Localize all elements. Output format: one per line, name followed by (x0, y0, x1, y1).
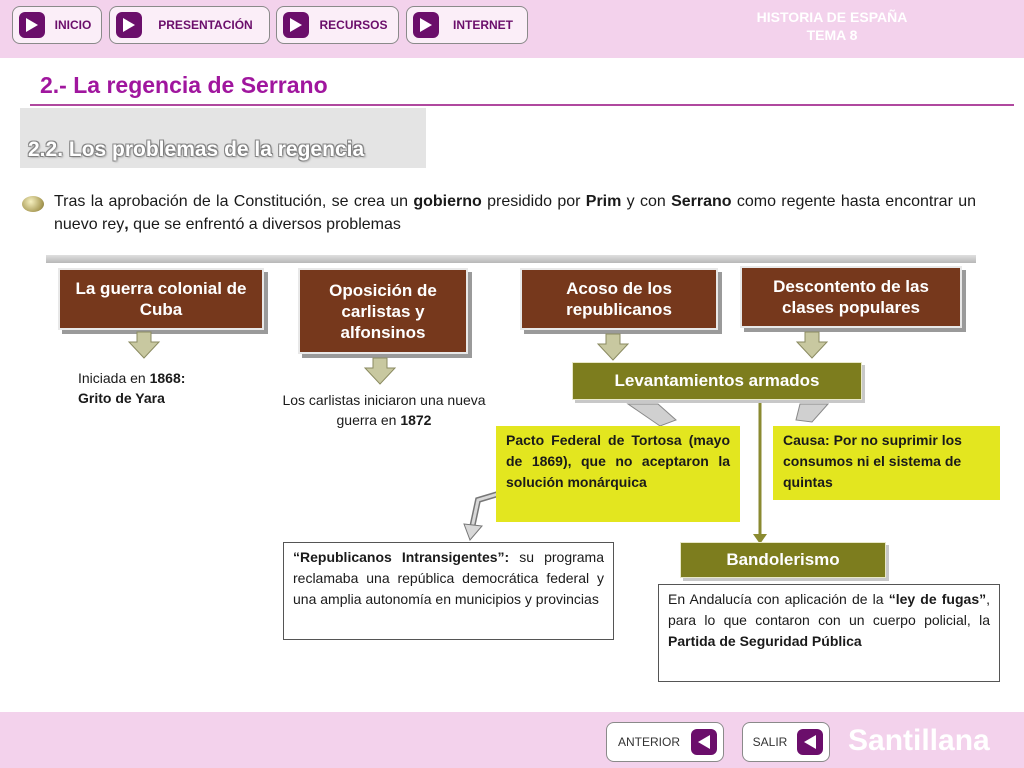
play-right-icon (116, 12, 142, 38)
content-divider (46, 255, 976, 263)
nav-presentacion-label: PRESENTACIÓN (158, 18, 253, 32)
play-right-icon (283, 12, 309, 38)
nav-recursos-button[interactable] (276, 6, 399, 44)
andalucia-text: En Andalucía con aplicación de la (668, 591, 889, 607)
salir-button[interactable] (742, 722, 830, 762)
nav-internet-label: INTERNET (453, 18, 513, 32)
nav-recursos-label: RECURSOS (319, 18, 388, 32)
nav-inicio-button[interactable] (12, 6, 102, 44)
publisher-logo: Santillana (848, 724, 990, 757)
carlistas-note-year: 1872 (400, 412, 432, 428)
category-cuba: La guerra colonial de Cuba (58, 268, 264, 330)
cuba-note (78, 368, 278, 408)
pacto-federal-box: Pacto Federal de Tortosa (mayo de 1869), que no aceptaron la solución monárquica (496, 426, 740, 522)
diagonal-arrow-icon (796, 404, 828, 422)
levantamientos-box: Levantamientos armados (572, 362, 862, 400)
carlistas-note-text: Los carlistas iniciaron una nueva guerra en (282, 392, 486, 428)
nav-presentacion-button[interactable] (109, 6, 270, 44)
title-divider (30, 104, 1014, 106)
course-subject: HISTORIA DE ESPAÑA (756, 9, 908, 25)
play-right-icon (19, 12, 45, 38)
down-arrow-icon (363, 356, 397, 386)
causa-box: Causa: Por no suprimir los consumos ni el sistema de quintas (773, 426, 1000, 500)
category-carlistas: Oposición de carlistas y alfonsinos (298, 268, 468, 354)
cuba-note-text: Iniciada en (78, 370, 150, 386)
intransigentes-box (283, 542, 614, 640)
intro-paragraph (54, 190, 976, 236)
anterior-label: ANTERIOR (617, 735, 680, 749)
intro-text: y con (621, 193, 672, 210)
intro-bold: Prim (585, 193, 622, 210)
anterior-button[interactable] (606, 722, 724, 762)
play-right-icon (413, 12, 439, 38)
intro-text: presidido por (481, 193, 586, 210)
down-arrow-icon (596, 332, 630, 362)
diagonal-arrow-icon (628, 404, 676, 426)
intransigentes-text: su programa reclamaba una república democrática federal y una amplia autonomía en municipios y provincias (293, 549, 604, 607)
category-republicanos: Acoso de los republicanos (520, 268, 718, 330)
down-arrow-icon (795, 330, 829, 360)
course-brand (742, 8, 922, 44)
cuba-note-event: Grito de Yara (78, 390, 165, 406)
intro-bold: , (124, 216, 129, 233)
intro-text: Tras la aprobación de la Constitución, se crea un (54, 193, 414, 210)
down-arrow-icon (127, 330, 161, 360)
salir-label: SALIR (752, 735, 788, 749)
intro-text: como regente hasta encontrar un nuevo rey (54, 193, 977, 233)
nav-internet-button[interactable] (406, 6, 528, 44)
play-left-icon (691, 729, 717, 755)
intro-bold: Serrano (671, 193, 732, 210)
cuba-note-year: 1868: (149, 370, 186, 386)
andalucia-text: , para lo que contaron con un cuerpo policial, la (668, 591, 990, 628)
andalucia-bold: Partida de Seguridad Pública (668, 633, 862, 649)
nav-inicio-label: INICIO (54, 18, 92, 32)
course-unit: TEMA 8 (806, 27, 858, 43)
bullet-icon (22, 196, 44, 212)
bandolerismo-box: Bandolerismo (680, 542, 886, 578)
diagonal-arrow-icon (464, 524, 482, 540)
andalucia-bold: “ley de fugas” (888, 591, 987, 607)
carlistas-note (276, 390, 492, 430)
page-title: 2.- La regencia de Serrano (40, 72, 328, 98)
intransigentes-heading: “Republicanos Intransigentes”: (293, 549, 510, 565)
section-title: 2.2. Los problemas de la regencia (28, 138, 365, 161)
intro-text: que se enfrentó a diversos problemas (128, 216, 401, 233)
diagonal-arrow-icon (472, 494, 498, 528)
play-left-icon (797, 729, 823, 755)
andalucia-box (658, 584, 1000, 682)
category-descontento: Descontento de las clases populares (740, 266, 962, 328)
intro-bold: gobierno (413, 193, 482, 210)
